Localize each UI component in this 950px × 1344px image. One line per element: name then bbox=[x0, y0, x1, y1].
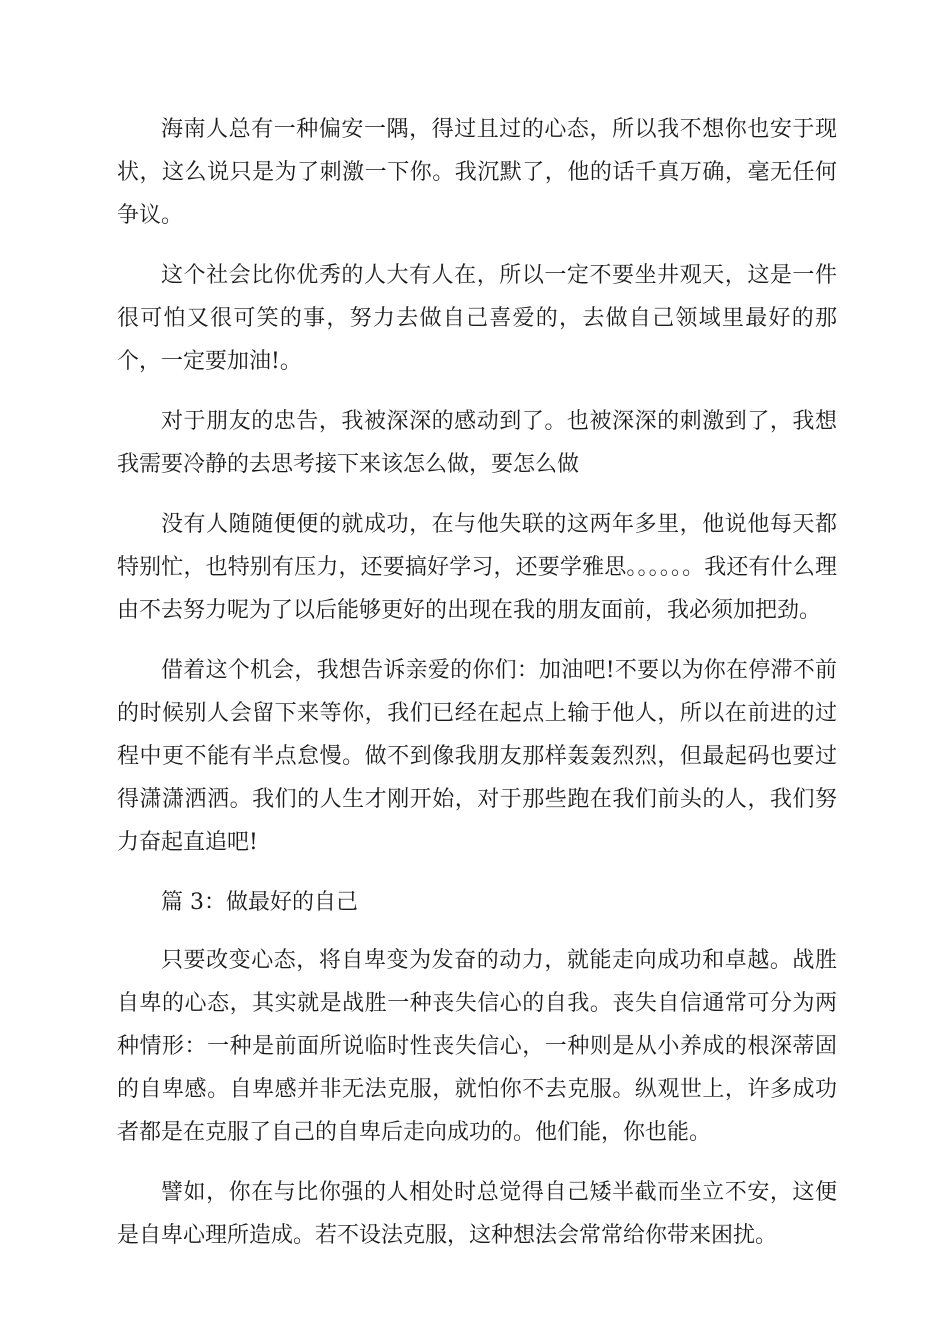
paragraph: 没有人随随便便的就成功，在与他失联的这两年多里，他说他每天都特别忙，也特别有压力，还要搞好学习，还要学雅思。。。。。。我还有什么理由不去努力呢为了以后能够更好的出现在我的朋友面前，我必须加把劲。 bbox=[117, 512, 837, 623]
paragraph: 这个社会比你优秀的人大有人在，所以一定不要坐井观天，这是一件很可怕又很可笑的事，努力去做自己喜爱的，去做自己领域里最好的那个，一定要加油!。 bbox=[117, 263, 837, 374]
paragraph: 海南人总有一种偏安一隅，得过且过的心态，所以我不想你也安于现状，这么说只是为了刺激一下你。我沉默了，他的话千真万确，毫无任何争议。 bbox=[117, 117, 837, 228]
section-heading: 篇 3：做最好的自己 bbox=[161, 890, 358, 915]
paragraph: 譬如，你在与比你强的人相处时总觉得自己矮半截而坐立不安，这便是自卑心理所造成。若不设法克服，这种想法会常常给你带来困扰。 bbox=[117, 1180, 837, 1248]
paragraph: 只要改变心态，将自卑变为发奋的动力，就能走向成功和卓越。战胜自卑的心态，其实就是战胜一种丧失信心的自我。丧失自信通常可分为两种情形：一种是前面所说临时性丧失信心，一种则是从小养成的根深蒂固的自卑感。自卑感并非无法克服，就怕你不去克服。纵观世上，许多成功者都是在克服了自己的自卑后走向成功的。他们能，你也能。 bbox=[117, 948, 837, 1145]
paragraph: 对于朋友的忠告，我被深深的感动到了。也被深深的刺激到了，我想我需要冷静的去思考接下来该怎么做，要怎么做 bbox=[117, 409, 837, 477]
document-body bbox=[117, 108, 837, 1274]
paragraph: 借着这个机会，我想告诉亲爱的你们：加油吧!不要以为你在停滞不前的时候别人会留下来等你，我们已经在起点上输于他人，所以在前进的过程中更不能有半点怠慢。做不到像我朋友那样轰轰烈烈，但最起码也要过得潇潇洒洒。我们的人生才刚开始，对于那些跑在我们前头的人，我们努力奋起直追吧! bbox=[117, 658, 837, 855]
